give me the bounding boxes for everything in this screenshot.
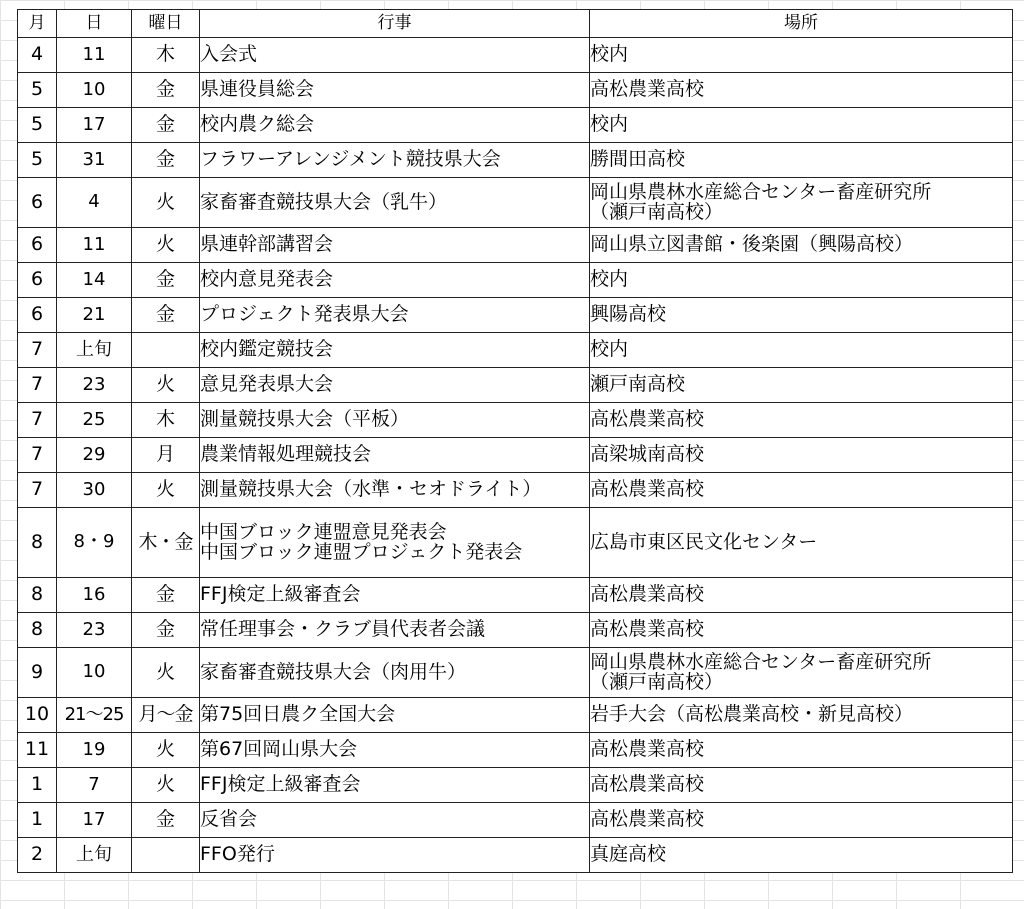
event-text: 測量競技県大会（平板） — [200, 408, 410, 431]
place-text: 真庭高校 — [590, 843, 667, 866]
table-row — [18, 648, 1013, 698]
place-text: 高松農業高校 — [590, 478, 705, 501]
place-cell[interactable] — [590, 263, 1013, 298]
event-text: 家畜審査競技県大会（乳牛） — [200, 190, 448, 213]
weekday-cell[interactable]: 月～金 — [132, 698, 200, 733]
table-row — [18, 143, 1013, 178]
place-text: 高松農業高校 — [590, 738, 705, 761]
header-event: 行事 — [200, 10, 590, 38]
month-cell[interactable]: 2 — [18, 838, 57, 873]
place-text: 広島市東区民文化センター — [590, 530, 818, 553]
table-row — [18, 263, 1013, 298]
header-row — [18, 10, 1013, 38]
place-cell[interactable] — [590, 508, 1013, 578]
event-cell[interactable] — [200, 508, 590, 578]
weekday-cell[interactable]: 金 — [132, 143, 200, 178]
place-text: （瀬戸南高校） — [590, 670, 724, 693]
table-row — [18, 768, 1013, 803]
month-cell[interactable]: 6 — [18, 228, 57, 263]
event-cell[interactable] — [200, 263, 590, 298]
event-cell[interactable] — [200, 368, 590, 403]
event-cell[interactable] — [200, 613, 590, 648]
event-text: 反省会 — [200, 808, 258, 831]
weekday-cell[interactable]: 金 — [132, 263, 200, 298]
table-row — [18, 613, 1013, 648]
day-cell[interactable]: 4 — [57, 178, 132, 228]
place-text: 岡山県農林水産総合センター畜産研究所 — [590, 650, 932, 673]
place-cell[interactable] — [590, 733, 1013, 768]
schedule-body — [18, 38, 1013, 873]
event-text: FFJ検定上級審査会 — [200, 773, 361, 796]
event-cell[interactable] — [200, 298, 590, 333]
month-cell[interactable]: 5 — [18, 143, 57, 178]
day-cell[interactable]: 14 — [57, 263, 132, 298]
month-cell[interactable]: 10 — [18, 698, 57, 733]
place-text: 瀬戸南高校 — [590, 373, 686, 396]
event-cell[interactable] — [200, 438, 590, 473]
event-text: プロジェクト発表県大会 — [200, 303, 409, 326]
place-text: 高梁城南高校 — [590, 443, 705, 466]
day-cell[interactable]: 29 — [57, 438, 132, 473]
weekday-cell[interactable]: 金 — [132, 298, 200, 333]
place-cell[interactable] — [590, 698, 1013, 733]
day-cell[interactable]: 23 — [57, 368, 132, 403]
month-cell[interactable]: 5 — [18, 73, 57, 108]
event-text: 意見発表県大会 — [200, 373, 334, 396]
day-cell[interactable]: 16 — [57, 578, 132, 613]
event-text: 中国ブロック連盟意見発表会 — [200, 520, 447, 543]
place-cell[interactable] — [590, 613, 1013, 648]
table-row — [18, 473, 1013, 508]
weekday-cell[interactable]: 木・金 — [132, 508, 200, 578]
event-cell[interactable] — [200, 698, 590, 733]
event-cell[interactable] — [200, 228, 590, 263]
place-cell[interactable] — [590, 403, 1013, 438]
event-text: 家畜審査競技県大会（肉用牛） — [200, 660, 467, 683]
header-month: 月 — [18, 10, 57, 38]
place-text: 興陽高校 — [590, 303, 667, 326]
event-text: 入会式 — [200, 43, 258, 66]
event-cell[interactable] — [200, 403, 590, 438]
day-cell[interactable]: 10 — [57, 648, 132, 698]
weekday-cell[interactable]: 火 — [132, 768, 200, 803]
event-cell[interactable] — [200, 108, 590, 143]
day-cell[interactable]: 17 — [57, 803, 132, 838]
place-cell[interactable] — [590, 368, 1013, 403]
event-text: 測量競技県大会（水準・セオドライト） — [200, 478, 542, 501]
place-text: 岡山県農林水産総合センター畜産研究所 — [590, 180, 932, 203]
month-cell[interactable]: 7 — [18, 333, 57, 368]
place-text: 高松農業高校 — [590, 773, 705, 796]
month-cell[interactable]: 6 — [18, 298, 57, 333]
month-cell[interactable]: 7 — [18, 473, 57, 508]
event-cell[interactable] — [200, 803, 590, 838]
header-place: 場所 — [590, 10, 1013, 38]
day-cell[interactable]: 23 — [57, 613, 132, 648]
place-cell[interactable] — [590, 768, 1013, 803]
event-text: 校内鑑定競技会 — [200, 338, 334, 361]
event-cell[interactable] — [200, 768, 590, 803]
month-cell[interactable]: 8 — [18, 613, 57, 648]
month-cell[interactable]: 11 — [18, 733, 57, 768]
month-cell[interactable]: 8 — [18, 578, 57, 613]
place-text: 校内 — [590, 338, 629, 361]
place-cell[interactable] — [590, 73, 1013, 108]
place-text: 高松農業高校 — [590, 808, 705, 831]
event-cell[interactable] — [200, 473, 590, 508]
month-cell[interactable]: 1 — [18, 803, 57, 838]
event-cell[interactable] — [200, 733, 590, 768]
table-row — [18, 698, 1013, 733]
month-cell[interactable]: 8 — [18, 508, 57, 578]
place-cell[interactable] — [590, 333, 1013, 368]
table-row — [18, 228, 1013, 263]
month-cell[interactable]: 6 — [18, 178, 57, 228]
weekday-cell[interactable]: 月 — [132, 438, 200, 473]
place-text: 高松農業高校 — [590, 408, 705, 431]
day-cell[interactable]: 19 — [57, 733, 132, 768]
day-cell[interactable]: 30 — [57, 473, 132, 508]
event-text: 農業情報処理競技会 — [200, 443, 372, 466]
weekday-cell[interactable]: 火 — [132, 473, 200, 508]
weekday-cell[interactable]: 木 — [132, 403, 200, 438]
event-text: 第75回日農ク全国大会 — [200, 703, 396, 726]
place-text: 高松農業高校 — [590, 583, 705, 606]
weekday-cell[interactable]: 火 — [132, 228, 200, 263]
day-cell[interactable]: 上旬 — [57, 838, 132, 873]
place-cell[interactable] — [590, 838, 1013, 873]
event-cell[interactable] — [200, 38, 590, 73]
place-text: 岡山県立図書館・後楽園（興陽高校） — [590, 233, 914, 256]
weekday-cell[interactable]: 金 — [132, 613, 200, 648]
place-cell[interactable] — [590, 298, 1013, 333]
month-cell[interactable]: 5 — [18, 108, 57, 143]
weekday-cell[interactable]: 火 — [132, 178, 200, 228]
event-cell[interactable] — [200, 578, 590, 613]
place-text: （瀬戸南高校） — [590, 200, 724, 223]
weekday-cell[interactable] — [132, 333, 200, 368]
place-cell[interactable] — [590, 38, 1013, 73]
event-cell[interactable] — [200, 178, 590, 228]
place-text: 校内 — [590, 113, 629, 136]
table-row — [18, 108, 1013, 143]
day-cell[interactable]: 25 — [57, 403, 132, 438]
place-text: 高松農業高校 — [590, 78, 705, 101]
table-row — [18, 508, 1013, 578]
event-text: 校内意見発表会 — [200, 268, 334, 291]
event-text: 県連幹部講習会 — [200, 233, 334, 256]
day-cell[interactable]: 21 — [57, 298, 132, 333]
table-row — [18, 178, 1013, 228]
month-cell[interactable]: 7 — [18, 368, 57, 403]
weekday-cell[interactable]: 金 — [132, 108, 200, 143]
table-row — [18, 403, 1013, 438]
table-row — [18, 298, 1013, 333]
event-text: FFJ検定上級審査会 — [200, 583, 361, 606]
event-text: 中国ブロック連盟プロジェクト発表会 — [200, 540, 523, 563]
table-row — [18, 578, 1013, 613]
weekday-cell[interactable]: 火 — [132, 648, 200, 698]
weekday-cell[interactable]: 金 — [132, 73, 200, 108]
event-cell[interactable] — [200, 648, 590, 698]
event-text: 校内農ク総会 — [200, 113, 315, 136]
place-cell[interactable] — [590, 578, 1013, 613]
day-cell[interactable]: 31 — [57, 143, 132, 178]
place-cell[interactable] — [590, 438, 1013, 473]
day-cell[interactable]: 8・9 — [57, 508, 132, 578]
weekday-cell[interactable]: 金 — [132, 803, 200, 838]
place-text: 岩手大会（高松農業高校・新見高校） — [590, 703, 914, 726]
schedule-table — [17, 9, 1013, 873]
event-text: 常任理事会・クラブ員代表者会議 — [200, 618, 486, 641]
place-text: 高松農業高校 — [590, 618, 705, 641]
event-cell[interactable] — [200, 73, 590, 108]
header-weekday: 曜日 — [132, 10, 200, 38]
month-cell[interactable]: 4 — [18, 38, 57, 73]
event-text: フラワーアレンジメント競技県大会 — [200, 148, 501, 171]
place-cell[interactable] — [590, 143, 1013, 178]
day-cell[interactable]: 10 — [57, 73, 132, 108]
day-cell[interactable]: 11 — [57, 228, 132, 263]
table-row — [18, 733, 1013, 768]
table-row — [18, 73, 1013, 108]
weekday-cell[interactable] — [132, 838, 200, 873]
day-cell[interactable]: 17 — [57, 108, 132, 143]
day-cell[interactable]: 21～25 — [57, 698, 132, 733]
month-cell[interactable]: 9 — [18, 648, 57, 698]
place-cell[interactable] — [590, 473, 1013, 508]
place-text: 校内 — [590, 268, 629, 291]
weekday-cell[interactable]: 木 — [132, 38, 200, 73]
weekday-cell[interactable]: 金 — [132, 578, 200, 613]
month-cell[interactable]: 1 — [18, 768, 57, 803]
place-cell[interactable] — [590, 803, 1013, 838]
event-text: FFO発行 — [200, 843, 275, 866]
table-row — [18, 438, 1013, 473]
day-cell[interactable]: 上旬 — [57, 333, 132, 368]
event-cell[interactable] — [200, 838, 590, 873]
table-row — [18, 38, 1013, 73]
event-cell[interactable] — [200, 143, 590, 178]
place-cell[interactable] — [590, 108, 1013, 143]
month-cell[interactable]: 7 — [18, 403, 57, 438]
place-cell[interactable] — [590, 648, 1013, 698]
month-cell[interactable]: 6 — [18, 263, 57, 298]
weekday-cell[interactable]: 火 — [132, 733, 200, 768]
table-row — [18, 333, 1013, 368]
event-text: 県連役員総会 — [200, 78, 315, 101]
day-cell[interactable]: 11 — [57, 38, 132, 73]
table-row — [18, 368, 1013, 403]
weekday-cell[interactable]: 火 — [132, 368, 200, 403]
table-row — [18, 838, 1013, 873]
place-cell[interactable] — [590, 228, 1013, 263]
header-day: 日 — [57, 10, 132, 38]
event-cell[interactable] — [200, 333, 590, 368]
event-text: 第67回岡山県大会 — [200, 738, 358, 761]
month-cell[interactable]: 7 — [18, 438, 57, 473]
table-row — [18, 803, 1013, 838]
place-cell[interactable] — [590, 178, 1013, 228]
place-text: 校内 — [590, 43, 629, 66]
day-cell[interactable]: 7 — [57, 768, 132, 803]
place-text: 勝間田高校 — [590, 148, 686, 171]
